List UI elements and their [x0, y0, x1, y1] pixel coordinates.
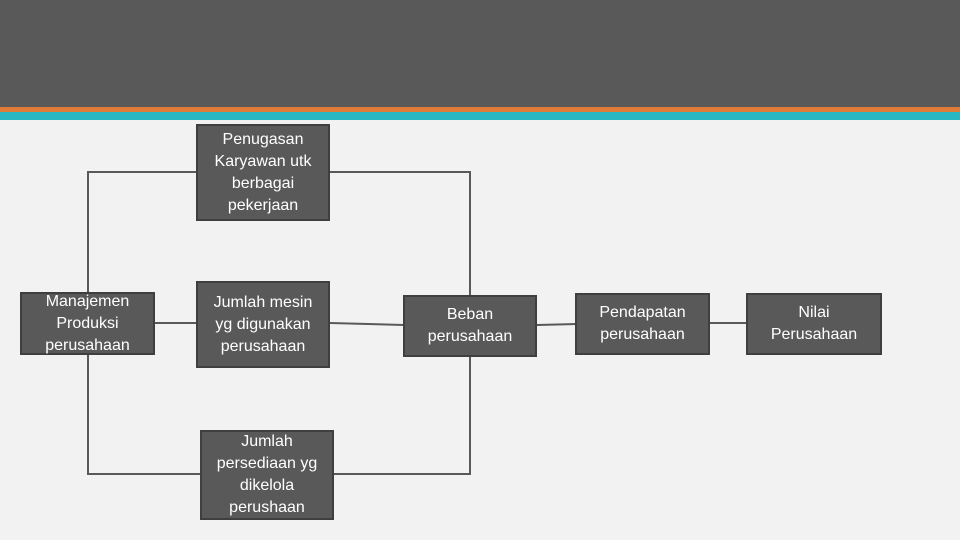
node-beban-perusahaan: Beban perusahaan — [403, 295, 537, 357]
edge-mesin-to-beban — [330, 323, 404, 325]
edge-beban-to-pendapatan — [537, 324, 577, 325]
node-nilai-perusahaan: Nilai Perusahaan — [746, 293, 882, 355]
edge-manajemen-to-persediaan — [88, 354, 202, 474]
node-pendapatan-perusahaan: Pendapatan perusahaan — [575, 293, 710, 355]
node-penugasan-karyawan: Penugasan Karyawan utk berbagai pekerjaan — [196, 124, 330, 221]
edge-penugasan-to-beban — [330, 172, 470, 297]
edge-manajemen-to-penugasan — [88, 172, 198, 294]
node-manajemen-produksi: Manajemen Produksi perusahaan — [20, 292, 155, 355]
node-jumlah-persediaan: Jumlah persediaan yg dikelola perushaan — [200, 430, 334, 520]
node-jumlah-mesin: Jumlah mesin yg digunakan perusahaan — [196, 281, 330, 368]
edge-persediaan-to-beban — [334, 356, 470, 474]
